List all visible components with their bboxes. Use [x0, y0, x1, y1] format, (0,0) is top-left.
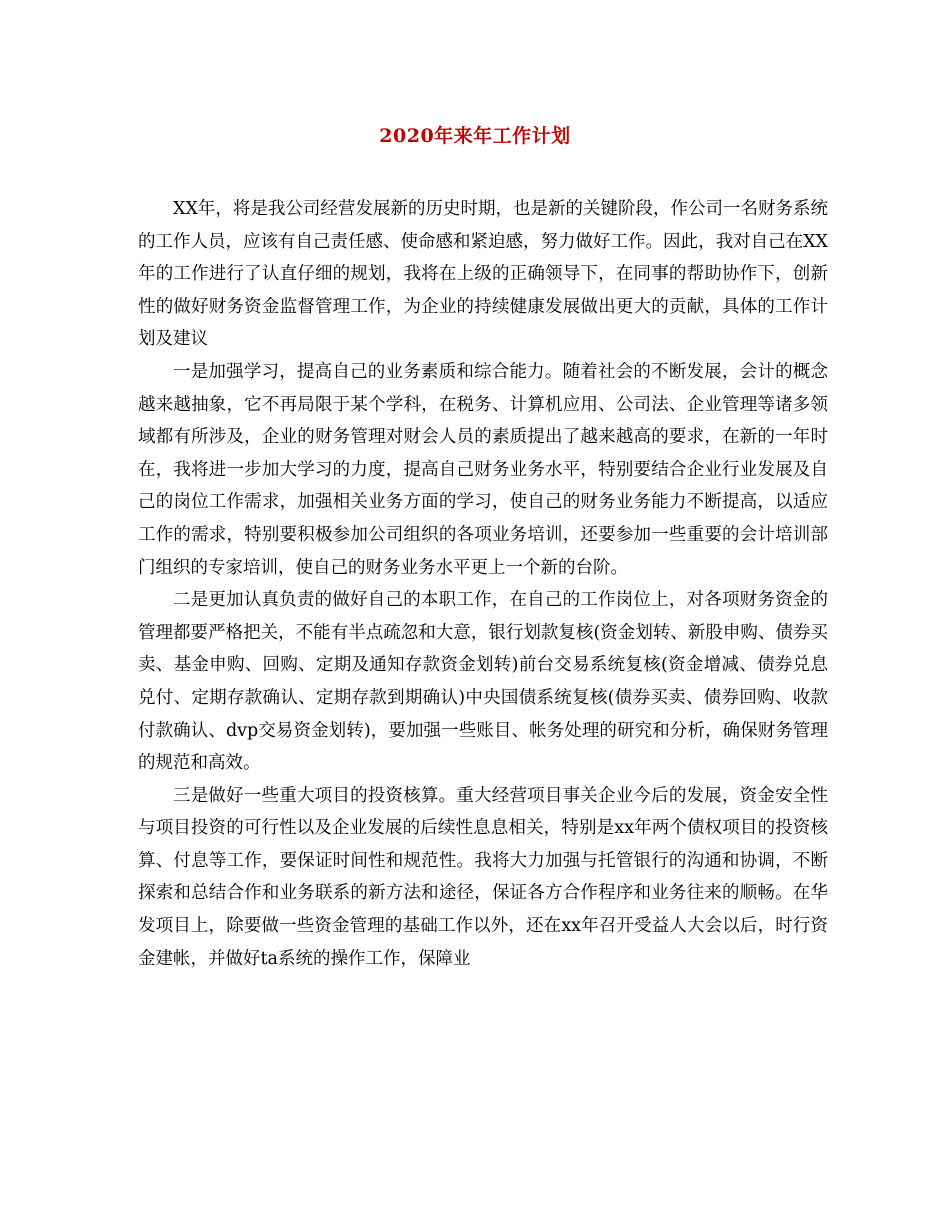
paragraph-duty: 二是更加认真负责的做好自己的本职工作，在自己的工作岗位上，对各项财务资金的管理都要严格把关，不能有半点疏忽和大意，银行划款复核(资金划转、新股申购、债券买卖、基金申购、回购、定期及通知存款资金划转)前台交易系统复核(资金增减、债券兑息兑付、定期存款确认、定期存款到期确认)中央国债系统复核(债券买卖、债券回购、收款付款确认、dvp交易资金划转)，要加强一些账目、帐务处理的研究和分析，确保财务管理的规范和高效。: [138, 590, 828, 774]
paragraph-projects: 三是做好一些重大项目的投资核算。重大经营项目事关企业今后的发展，资金安全性与项目投资的可行性以及企业发展的后续性息息相关，特别是xx年两个债权项目的投资核算、付息等工作，要保证时间性和规范性。我将大力加强与托管银行的沟通和协调，不断探索和总结合作和业务联系的新方法和途径，保证各方合作程序和业务往来的顺畅。在华发项目上，除要做一些资金管理的基础工作以外，还在xx年召开受益人大会以后，时行资金建帐，并做好ta系统的操作工作，保障业: [138, 785, 828, 969]
paragraph-intro: XX年，将是我公司经营发展新的历史时期，也是新的关键阶段，作公司一名财务系统的工作人员，应该有自己责任感、使命感和紧迫感，努力做好工作。因此，我对自己在XX年的工作进行了认直仔细的规划，我将在上级的正确领导下，在同事的帮助协作下，创新性的做好财务资金监督管理工作，为企业的持续健康发展做出更大的贡献，具体的工作计划及建议: [138, 199, 828, 350]
paragraph-study: 一是加强学习，提高自己的业务素质和综合能力。随着社会的不断发展，会计的概念越来越抽象，它不再局限于某个学科，在税务、计算机应用、公司法、企业管理等诸多领域都有所涉及，企业的财务管理对财会人员的素质提出了越来越高的要求，在新的一年时在，我将进一步加大学习的力度，提高自己财务业务水平，特别要结合企业行业发展及自己的岗位工作需求，加强相关业务方面的学习，使自己的财务业务能力不断提高，以适应工作的需求，特别要积极参加公司组织的各项业务培训，还要参加一些重要的会计培训部门组织的专家培训，使自己的财务业务水平更上一个新的台阶。: [138, 361, 828, 578]
document-title: 2020年来年工作计划: [379, 125, 571, 147]
document-body: [138, 193, 828, 975]
